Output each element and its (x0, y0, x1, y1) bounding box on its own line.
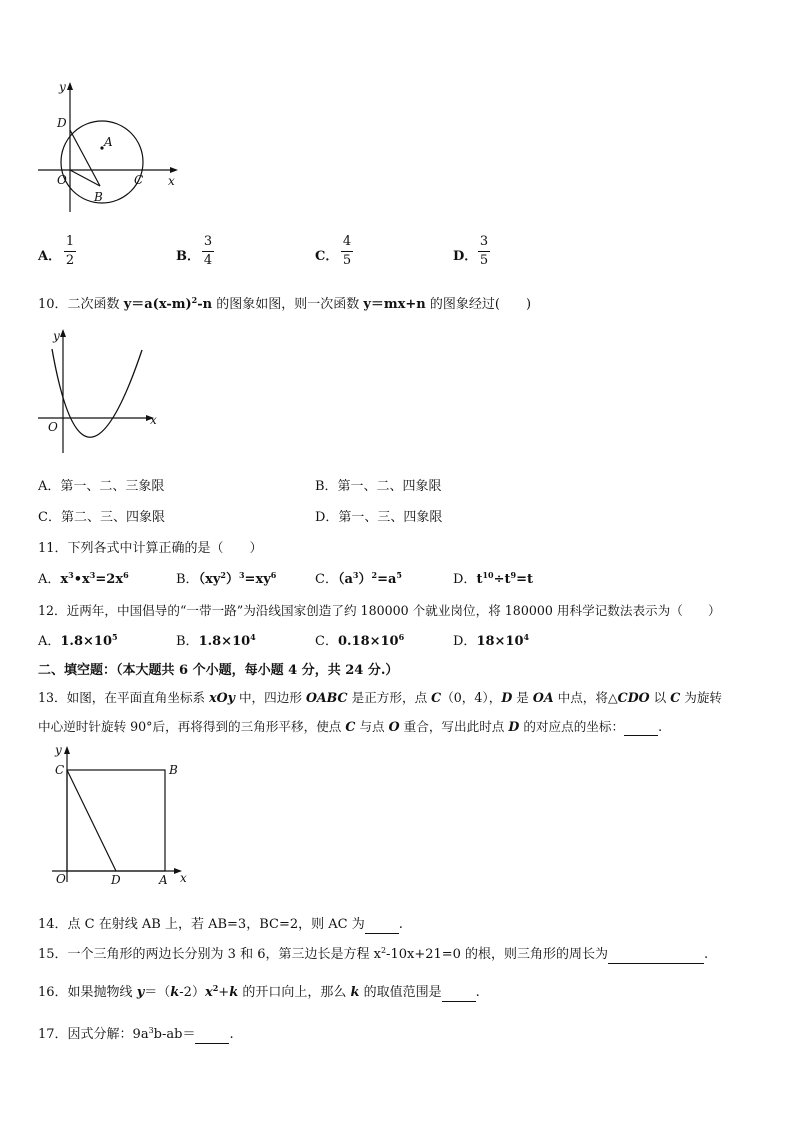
label-d: D (57, 116, 67, 130)
q9-option-c-label: C． (315, 249, 339, 264)
q10-option-d: D．第一、三、四象限 (315, 510, 443, 525)
q11-option-d: D．$t^{10}\div t^9=t$ (453, 570, 533, 587)
q11-option-b: B．$(xy^2)^3=xy^6$ (176, 570, 277, 587)
q13-stem-line1: 13．如图，在平面直角坐标系 xOy 中，四边形 OABC 是正方形，点 C（0，4），D 是 OA 中点，将△CDO 以 C 为旋转 (38, 690, 723, 705)
q9-option-a-fraction (64, 234, 76, 269)
label-x: x (150, 413, 157, 427)
label-b: B (94, 190, 103, 204)
denominator: 2 (65, 253, 75, 268)
q9-option-d-fraction (478, 234, 490, 269)
numerator: 1 (65, 234, 75, 249)
label-x: x (180, 871, 187, 885)
q13-stem-line2: 中心逆时针旋转 90°后，再将得到的三角形平移，使点 C 与点 O 重合，写出此时点 D 的对应点的坐标： . (38, 719, 663, 734)
q15-answer-blank[interactable] (608, 949, 704, 964)
label-a: A (104, 135, 113, 149)
label-d: D (111, 873, 121, 887)
segment-cd (67, 770, 116, 871)
q13-answer-blank[interactable] (624, 721, 658, 736)
q13-figure (40, 742, 200, 887)
q11-option-c: C．$(a^3)^2=a^5$ (315, 570, 402, 587)
q12-option-a: A．$1.8\times 10^5$ (38, 632, 118, 649)
label-y: y (55, 743, 62, 757)
square-oabc (67, 770, 165, 871)
label-b: B (169, 763, 178, 777)
numerator: 3 (479, 234, 489, 249)
q9-option-b-fraction (202, 234, 214, 269)
label-o: O (48, 420, 58, 434)
denominator: 5 (479, 253, 489, 268)
q12-option-d: D．$18\times 10^4$ (453, 632, 530, 649)
numerator: 4 (342, 234, 352, 249)
q10-option-a: A．第一、二、三象限 (38, 479, 165, 494)
y-axis-arrow (67, 82, 73, 90)
q14-answer-blank[interactable] (365, 919, 399, 934)
label-a: A (159, 873, 168, 887)
q9-figure (30, 78, 190, 218)
label-c: C (55, 763, 65, 777)
y-axis-arrow (64, 746, 70, 754)
denominator: 4 (203, 253, 213, 268)
q9-option-c-fraction (341, 234, 353, 269)
y-axis-arrow (60, 329, 66, 337)
q17-stem: 17．因式分解：$9a^3b-ab=$ . (38, 1026, 234, 1042)
label-y: y (53, 329, 60, 343)
q14-stem: 14．点 C 在射线 AB 上，若 AB=3，BC=2，则 AC 为 . (38, 917, 403, 932)
x-axis-arrow (170, 167, 178, 173)
q9-option-b-label: B． (176, 249, 200, 264)
denominator: 5 (342, 253, 352, 268)
q9-option-d-label: D． (453, 249, 478, 264)
q10-option-c: C．第二、三、四象限 (38, 510, 165, 525)
q12-option-b: B．$1.8\times 10^4$ (176, 632, 256, 649)
q11-stem: 11．下列各式中计算正确的是（ ） (38, 541, 263, 556)
q11-option-a: A．$x^3•x^3=2x^6$ (38, 570, 129, 587)
q10-option-b: B．第一、二、四象限 (315, 479, 442, 494)
section-heading-fill-in: 二、填空题：（本大题共 6 个小题，每小题 4 分，共 24 分.） (38, 663, 399, 678)
q10-figure (30, 325, 170, 455)
q12-option-c: C．$0.18\times 10^6$ (315, 632, 405, 649)
q10-stem: 10．二次函数 $y=a(x-m)^2-n$ 的图象如图，则一次函数 y＝mx+n 的图象经过( ) (38, 295, 532, 312)
label-o: O (56, 872, 66, 886)
parabola (52, 349, 142, 437)
label-c: C (134, 173, 144, 187)
q16-stem: 16．如果抛物线 $y=(k-2)x^2+k$ 的开口向上，那么 k 的取值范围是 . (38, 983, 480, 1000)
label-x: x (168, 174, 175, 188)
q9-option-a-label: A． (38, 249, 62, 264)
q16-answer-blank[interactable] (442, 987, 476, 1002)
q15-stem: 15．一个三角形的两边长分别为 3 和 6，第三边长是方程 $x^2-10x+21=0$ 的根，则三角形的周长为 . (38, 946, 709, 962)
q12-stem: 12．近两年，中国倡导的“一带一路”为沿线国家创造了约 180000 个就业岗位，将 180000 用科学记数法表示为（ ） (38, 603, 721, 618)
label-o: O (57, 173, 67, 187)
numerator: 3 (203, 234, 213, 249)
q17-answer-blank[interactable] (195, 1029, 229, 1044)
label-y: y (59, 80, 66, 94)
